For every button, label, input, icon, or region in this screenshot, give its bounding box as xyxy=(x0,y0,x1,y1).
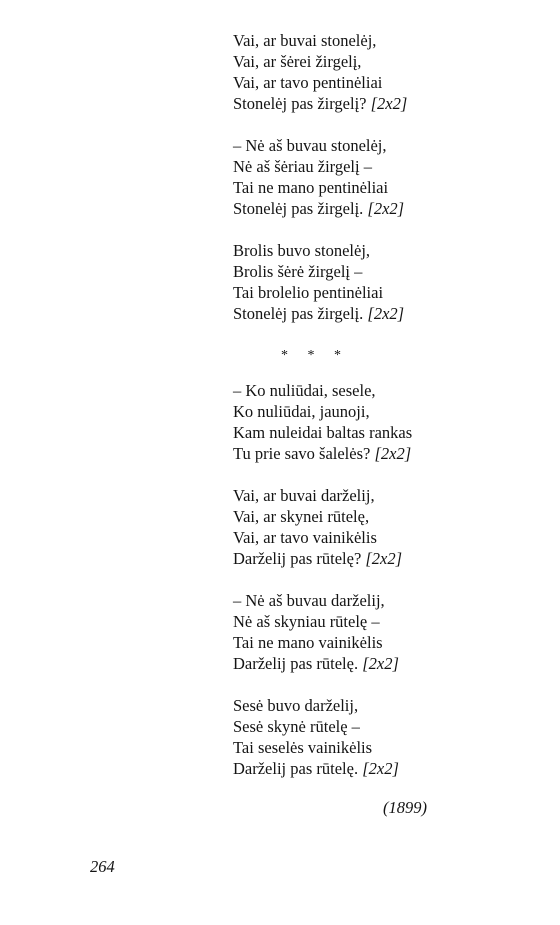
line-text: Sesė buvo darželij, xyxy=(233,696,359,715)
poem-line xyxy=(233,548,533,569)
line-text: Brolis šėrė žirgelį – xyxy=(233,262,363,281)
page-number: 264 xyxy=(90,857,115,876)
poem-line xyxy=(233,422,533,443)
line-text: Tu prie savo šalelės? xyxy=(233,444,371,463)
line-text: Vai, ar buvai stonelėj, xyxy=(233,31,377,50)
line-text: Tai seselės vainikėlis xyxy=(233,738,373,757)
line-text: Darželij pas rūtelę? xyxy=(233,549,362,568)
line-text: Nė aš skyniau rūtelę – xyxy=(233,612,380,631)
poem-line xyxy=(233,303,533,324)
stanza xyxy=(233,240,533,324)
poem-line xyxy=(233,135,533,156)
poem-line xyxy=(233,443,533,464)
line-text: Sesė skynė rūtelę – xyxy=(233,717,360,736)
poem-line xyxy=(233,632,533,653)
poem-line xyxy=(233,695,533,716)
line-text: Tai brolelio pentinėliai xyxy=(233,283,384,302)
poem-line xyxy=(233,198,533,219)
line-text: Stonelėj pas žirgelį. xyxy=(233,199,364,218)
section-separator: * * * xyxy=(281,348,349,363)
poem-text xyxy=(233,30,533,800)
refrain-mark: [2x2] xyxy=(370,94,408,113)
stanza xyxy=(233,30,533,114)
line-text: Tai ne mano pentinėliai xyxy=(233,178,389,197)
line-text: Darželij pas rūtelę. xyxy=(233,759,359,778)
poem-line xyxy=(233,177,533,198)
poem-line xyxy=(233,30,533,51)
refrain-mark: [2x2] xyxy=(362,654,399,673)
stanza xyxy=(233,135,533,219)
poem-line xyxy=(233,156,533,177)
poem-line xyxy=(233,72,533,93)
poem-line xyxy=(233,261,533,282)
refrain-mark: [2x2] xyxy=(374,444,412,463)
poem-line xyxy=(233,240,533,261)
poem-line xyxy=(233,506,533,527)
line-text: Vai, ar buvai darželij, xyxy=(233,486,375,505)
line-text: Stonelėj pas žirgelį. xyxy=(233,304,364,323)
line-text: Vai, ar šėrei žirgelį, xyxy=(233,52,362,71)
poem-line xyxy=(233,737,533,758)
line-text: – Nė aš buvau stonelėj, xyxy=(233,136,387,155)
line-text: – Nė aš buvau darželij, xyxy=(233,591,385,610)
line-text: Vai, ar tavo vainikėlis xyxy=(233,528,377,547)
poem-line xyxy=(233,590,533,611)
poem-line xyxy=(233,401,533,422)
refrain-mark: [2x2] xyxy=(362,759,399,778)
line-text: Tai ne mano vainikėlis xyxy=(233,633,383,652)
poem-line xyxy=(233,380,533,401)
poem-line xyxy=(233,716,533,737)
poem-line xyxy=(233,282,533,303)
stanza xyxy=(233,695,533,779)
poem-line xyxy=(233,611,533,632)
line-text: Kam nuleidai baltas rankas xyxy=(233,423,413,442)
poem-line xyxy=(233,758,533,779)
refrain-mark: [2x2] xyxy=(367,199,405,218)
poem-line xyxy=(233,93,533,114)
refrain-mark: [2x2] xyxy=(365,549,403,568)
stanza xyxy=(233,590,533,674)
poem-part-one xyxy=(233,30,533,324)
line-text: Vai, ar skynei rūtelę, xyxy=(233,507,370,526)
line-text: Brolis buvo stonelėj, xyxy=(233,241,371,260)
poem-line xyxy=(233,51,533,72)
poem-line xyxy=(233,527,533,548)
line-text: Ko nuliūdai, jaunoji, xyxy=(233,402,370,421)
poem-line xyxy=(233,653,533,674)
line-text: – Ko nuliūdai, sesele, xyxy=(233,381,376,400)
stanza xyxy=(233,380,533,464)
poem-date: (1899) xyxy=(383,798,427,817)
poem-line xyxy=(233,485,533,506)
line-text: Vai, ar tavo pentinėliai xyxy=(233,73,383,92)
line-text: Darželij pas rūtelę. xyxy=(233,654,359,673)
refrain-mark: [2x2] xyxy=(367,304,405,323)
poem-part-two xyxy=(233,380,533,779)
stanza xyxy=(233,485,533,569)
line-text: Nė aš šėriau žirgelį – xyxy=(233,157,372,176)
line-text: Stonelėj pas žirgelį? xyxy=(233,94,367,113)
